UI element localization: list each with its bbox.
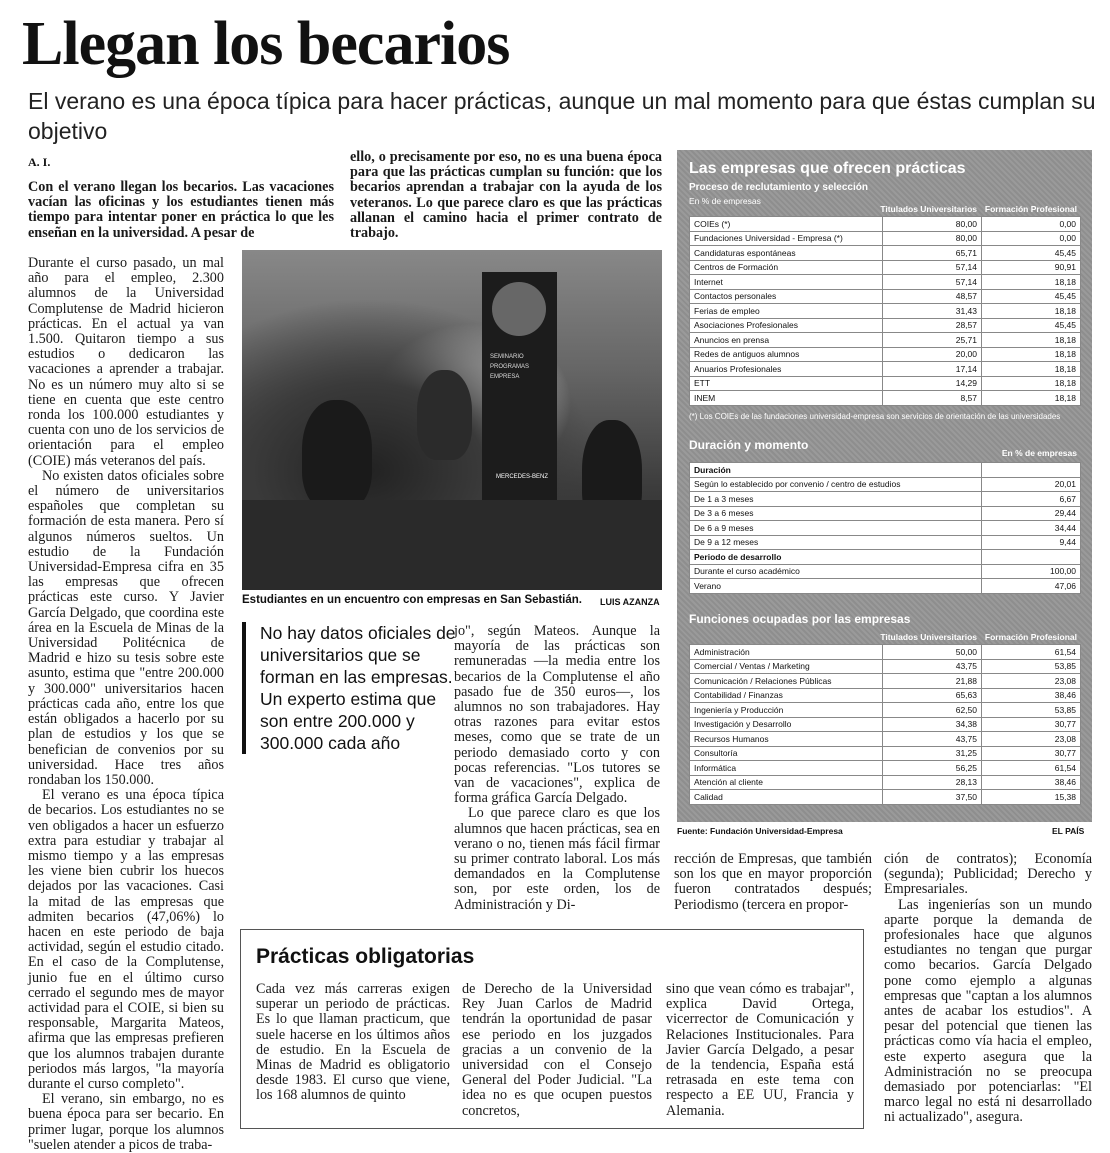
photo-banner-text: SEMINARIO PROGRAMAS EMPRESA [490, 354, 530, 380]
row-value: 18,18 [982, 376, 1081, 391]
row-label: Recursos Humanos [690, 732, 883, 747]
functions-table [689, 644, 1081, 805]
row-value: 15,38 [982, 790, 1081, 805]
table-row [690, 260, 1081, 275]
data-table-box [677, 150, 1092, 822]
row-value: 100,00 [982, 564, 1081, 579]
row-value: 31,25 [883, 746, 982, 761]
paragraph: jo", según Mateos. Aunque la mayoría de las prácticas son remuneradas —la media entre los becarios de la Complutense el año pasado fue de 350 euros—, los alumnos no son trabajadores. Hay otras razones para evitar estos meses, como que se trate de un periodo demasiado corto y con pocas referencias. "Los tutores se van de vacaciones", explica de forma gráfica García Delgado. [454, 623, 660, 807]
row-value: 43,75 [883, 732, 982, 747]
section-subtitle: En % de empresas [689, 196, 761, 206]
paragraph: El verano, sin embargo, no es buena época para ser becario. En primer lugar, porque los alumnos "suelen atender a picos de traba- [28, 1091, 224, 1153]
photo-person [302, 400, 372, 510]
row-value: 80,00 [883, 217, 982, 232]
table-row [690, 275, 1081, 290]
row-label: Asociaciones Profesionales [690, 318, 883, 333]
row-value: 80,00 [883, 231, 982, 246]
row-label: Atención al cliente [690, 775, 883, 790]
row-value: 57,14 [883, 260, 982, 275]
table-row [690, 362, 1081, 377]
photo-credit: LUIS AZANZA [600, 597, 660, 607]
table-row [690, 535, 1081, 550]
row-value: 14,29 [883, 376, 982, 391]
row-label: De 6 a 9 meses [690, 521, 982, 536]
column-header: Formación Profesional [984, 632, 1077, 642]
row-value: 47,06 [982, 579, 1081, 594]
row-label: Durante el curso académico [690, 564, 982, 579]
table-note: (*) Los COIEs de las fundaciones universidad-empresa son servicios de orientación de las universidades [689, 412, 1061, 421]
row-value: 17,14 [883, 362, 982, 377]
row-label: Administración [690, 645, 883, 660]
row-label: Duración [690, 463, 982, 478]
row-label: Fundaciones Universidad - Empresa (*) [690, 231, 883, 246]
row-value: 18,18 [982, 275, 1081, 290]
table-row [690, 506, 1081, 521]
row-value: 90,91 [982, 260, 1081, 275]
table-row [690, 376, 1081, 391]
paragraph: rección de Empresas, que también son los que en mayor proporción fueron contratados después; Periodismo (tercera en propor- [674, 851, 872, 913]
row-value: 18,18 [982, 304, 1081, 319]
row-value: 18,18 [982, 391, 1081, 406]
row-value: 38,46 [982, 688, 1081, 703]
row-value: 20,00 [883, 347, 982, 362]
recruitment-table [689, 216, 1081, 406]
subheadline: El verano es una época típica para hacer prácticas, aunque un mal momento para que éstas cumplan su objetivo [28, 88, 1096, 144]
sidebar-column-1 [256, 982, 450, 1104]
row-value [982, 550, 1081, 565]
row-label: ETT [690, 376, 883, 391]
row-value: 23,08 [982, 732, 1081, 747]
row-value: 43,75 [883, 659, 982, 674]
row-value: 23,08 [982, 674, 1081, 689]
row-label: Ferias de empleo [690, 304, 883, 319]
body-column-3 [454, 624, 660, 913]
row-value: 65,63 [883, 688, 982, 703]
paragraph: ción de contratos); Economía (segunda); Publicidad; Derecho y Empresariales. [884, 851, 1092, 898]
table-row [690, 579, 1081, 594]
section-title: Proceso de reclutamiento y selección [689, 182, 868, 193]
row-value: 18,18 [982, 333, 1081, 348]
table-row [690, 703, 1081, 718]
table-row [690, 688, 1081, 703]
table-row [690, 659, 1081, 674]
section-title: Duración y momento [689, 438, 809, 452]
row-label: INEM [690, 391, 883, 406]
table-row [690, 761, 1081, 776]
row-value: 37,50 [883, 790, 982, 805]
table-row [690, 717, 1081, 732]
row-label: Ingeniería y Producción [690, 703, 883, 718]
row-value: 0,00 [982, 231, 1081, 246]
table-row [690, 492, 1081, 507]
sidebar-column-2 [462, 982, 652, 1119]
row-value: 18,18 [982, 347, 1081, 362]
table-row [690, 333, 1081, 348]
row-value: 0,00 [982, 217, 1081, 232]
row-value: 61,54 [982, 645, 1081, 660]
row-label: Centros de Formación [690, 260, 883, 275]
logo-icon [492, 282, 546, 336]
table-row [690, 477, 1081, 492]
table-row [690, 645, 1081, 660]
row-label: Contactos personales [690, 289, 883, 304]
row-value: 62,50 [883, 703, 982, 718]
table-row [690, 391, 1081, 406]
table-row [690, 521, 1081, 536]
table-row [690, 304, 1081, 319]
row-value: 25,71 [883, 333, 982, 348]
paragraph: Las ingenierías son un mundo aparte porque la demanda de profesionales hace que algunos estudiantes no tengan que purgar como becarios. García Delgado pone como ejemplo a algunas empresas que "captan a los alumnos antes de acabar los estudios". A pesar del potencial que tienen las prácticas como vía hacia el empleo, este experto asegura que la Administración no se preocupa demasiado por potenciarlas: "El marco legal no está ni desarrollado ni actualizado", asegura. [884, 896, 1092, 1126]
row-value: 34,44 [982, 521, 1081, 536]
photo-plaque: MERCEDES-BENZ [495, 474, 548, 480]
row-value: 30,77 [982, 717, 1081, 732]
lead-paragraph: Con el verano llegan los becarios. Las vacaciones vacían las oficinas y los estudiantes tienen más tiempo para intentar poner en práctica lo que les enseñan en la universidad. A pesar de [28, 179, 334, 241]
publisher-credit: EL PAÍS [1052, 826, 1085, 836]
row-value: 20,01 [982, 477, 1081, 492]
section-title: Funciones ocupadas por las empresas [689, 612, 911, 626]
row-value: 56,25 [883, 761, 982, 776]
row-label: Calidad [690, 790, 883, 805]
row-value: 48,57 [883, 289, 982, 304]
news-photo [242, 250, 662, 590]
row-label: De 3 a 6 meses [690, 506, 982, 521]
column-header: Formación Profesional [984, 204, 1077, 214]
row-value: 53,85 [982, 659, 1081, 674]
body-column-5 [884, 852, 1092, 1126]
row-value: 45,45 [982, 318, 1081, 333]
row-label: Redes de antiguos alumnos [690, 347, 883, 362]
paragraph: de Derecho de la Universidad Rey Juan Carlos de Madrid tendrán la oportunidad de pasar ese periodo en los juzgados gracias a un convenio de la universidad con el Consejo General del Poder Judicial. "La idea no es que ocupen puestos concretos, [462, 981, 652, 1119]
row-value: 21,88 [883, 674, 982, 689]
table-row [690, 246, 1081, 261]
row-value: 45,45 [982, 289, 1081, 304]
row-value: 31,43 [883, 304, 982, 319]
paragraph: sino que vean cómo es trabajar", explica David Ortega, vicerrector de Comunicación y Relaciones Institucionales. Para Javier García Delgado, a pesar de la tendencia, España está retrasada en este tema con respecto a EE UU, Francia y Alemania. [666, 981, 854, 1119]
table-box-title: Las empresas que ofrecen prácticas [689, 160, 966, 177]
row-label: Comercial / Ventas / Marketing [690, 659, 883, 674]
photo-table [242, 500, 662, 590]
row-value: 45,45 [982, 246, 1081, 261]
row-value: 30,77 [982, 746, 1081, 761]
table-row [690, 790, 1081, 805]
paragraph: Cada vez más carreras exigen superar un periodo de prácticas. Es lo que llaman practicum, que suele hacerse en los últimos años de estudio. En la Escuela de Minas de Madrid es obligatorio desde 1983. El curso que viene, los 168 alumnos de quinto [256, 981, 450, 1104]
headline: Llegan los becarios [22, 10, 510, 78]
paragraph: Durante el curso pasado, un mal año para el empleo, 2.300 alumnos de la Universidad Complutense de Madrid hicieron prácticas. En el actual ya van 1.500. Quitaron tiempo a sus estudios o dedicaron las vacaciones a aprender a trabajar. No es un número muy alto si se tiene en cuenta que este centro ronda los 100.000 estudiantes y cuenta con uno de los servicios de orientación para el empleo (COIE) más veteranos del país. [28, 255, 224, 469]
row-label: Periodo de desarrollo [690, 550, 982, 565]
table-row [690, 463, 1081, 478]
column-header: En % de empresas [1001, 448, 1077, 458]
row-value [982, 463, 1081, 478]
paragraph: No existen datos oficiales sobre el número de universitarios españoles que completan su formación de esta manera. Pero sí algunos números sueltos. Un estudio de la Fundación Universidad-Empresa cifra en 35 las empresas que ofrecen prácticas este curso. Y Javier García Delgado, que coordina este área en la Escuela de Minas de la Universidad Politécnica de Madrid e hizo su tesis sobre este asunto, estima que "entre 200.000 y 300.000" universitarios hacen prácticas cada año, entre los que están obligados a hacerlo por su plan de estudios y los que se benefician de convenios por su universidad. Hace tres años rondaban los 150.000. [28, 467, 224, 788]
byline: A. I. [28, 155, 51, 169]
row-value: 61,54 [982, 761, 1081, 776]
row-value: 38,46 [982, 775, 1081, 790]
sidebar-column-3 [666, 982, 854, 1119]
row-value: 9,44 [982, 535, 1081, 550]
photo-caption: Estudiantes en un encuentro con empresas en San Sebastián. [242, 594, 582, 606]
row-label: Internet [690, 275, 883, 290]
lead-paragraph-continued: ello, o precisamente por eso, no es una buena época para que las prácticas cumplan su función: que los becarios aprendan a trabajar con la ayuda de los veteranos. Lo que parece claro es que las prácticas allanan el camino hacia el primer contrato de trabajo. [350, 149, 662, 242]
table-row [690, 550, 1081, 565]
pull-quote: No hay datos oficiales de universitarios que se forman en las empresas. Un experto estima que son entre 200.000 y 300.000 cada año [242, 622, 460, 754]
table-row [690, 746, 1081, 761]
table-row [690, 347, 1081, 362]
row-label: Según lo establecido por convenio / centro de estudios [690, 477, 982, 492]
column-header: Titulados Universitarios [880, 632, 977, 642]
row-label: Verano [690, 579, 982, 594]
row-label: Comunicación / Relaciones Públicas [690, 674, 883, 689]
row-value: 18,18 [982, 362, 1081, 377]
table-source: Fuente: Fundación Universidad-Empresa [677, 826, 843, 836]
sidebar-title: Prácticas obligatorias [256, 945, 475, 968]
row-value: 57,14 [883, 275, 982, 290]
row-label: De 9 a 12 meses [690, 535, 982, 550]
row-label: Informática [690, 761, 883, 776]
table-row [690, 775, 1081, 790]
body-column-4 [674, 852, 872, 913]
table-row [690, 217, 1081, 232]
paragraph: Lo que parece claro es que los alumnos que hacen prácticas, sea en verano o no, tienen más fácil firmar su primer contrato laboral. Los más demandados en la Complutense son, por este orden, los de Administración y Di- [454, 805, 660, 913]
row-value: 28,57 [883, 318, 982, 333]
row-value: 53,85 [982, 703, 1081, 718]
duration-table [689, 462, 1081, 594]
row-value: 34,38 [883, 717, 982, 732]
row-value: 6,67 [982, 492, 1081, 507]
row-label: Candidaturas espontáneas [690, 246, 883, 261]
table-row [690, 231, 1081, 246]
table-row [690, 732, 1081, 747]
row-value: 50,00 [883, 645, 982, 660]
paragraph: El verano es una época típica de becarios. Los estudiantes no se ven obligados a hacer un esfuerzo extra para estudiar y trabajar al mismo tiempo y a las empresas les viene bien cubrir los huecos dejados por las vacaciones. Casi la mitad de las empresas que admiten becarios (47,06%) lo hacen en este periodo de baja actividad, según el estudio citado. En el caso de la Complutense, junio fue en el último curso cerrado el segundo mes de mayor actividad para el COIE, si bien su responsable, Margarita Mateos, afirma que las empresas prefieren que los alumnos trabajen durante periodos más largos, "la mayoría durante el curso completo". [28, 787, 224, 1092]
row-value: 8,57 [883, 391, 982, 406]
photo-person [417, 370, 472, 460]
row-label: De 1 a 3 meses [690, 492, 982, 507]
row-label: Investigación y Desarrollo [690, 717, 883, 732]
column-header: Titulados Universitarios [880, 204, 977, 214]
row-value: 65,71 [883, 246, 982, 261]
table-row [690, 674, 1081, 689]
row-label: Anuarios Profesionales [690, 362, 883, 377]
table-row [690, 289, 1081, 304]
table-row [690, 318, 1081, 333]
row-label: Anuncios en prensa [690, 333, 883, 348]
table-row [690, 564, 1081, 579]
row-label: COIEs (*) [690, 217, 883, 232]
body-column-1 [28, 256, 224, 1153]
row-label: Consultoría [690, 746, 883, 761]
row-value: 28,13 [883, 775, 982, 790]
row-label: Contabilidad / Finanzas [690, 688, 883, 703]
row-value: 29,44 [982, 506, 1081, 521]
